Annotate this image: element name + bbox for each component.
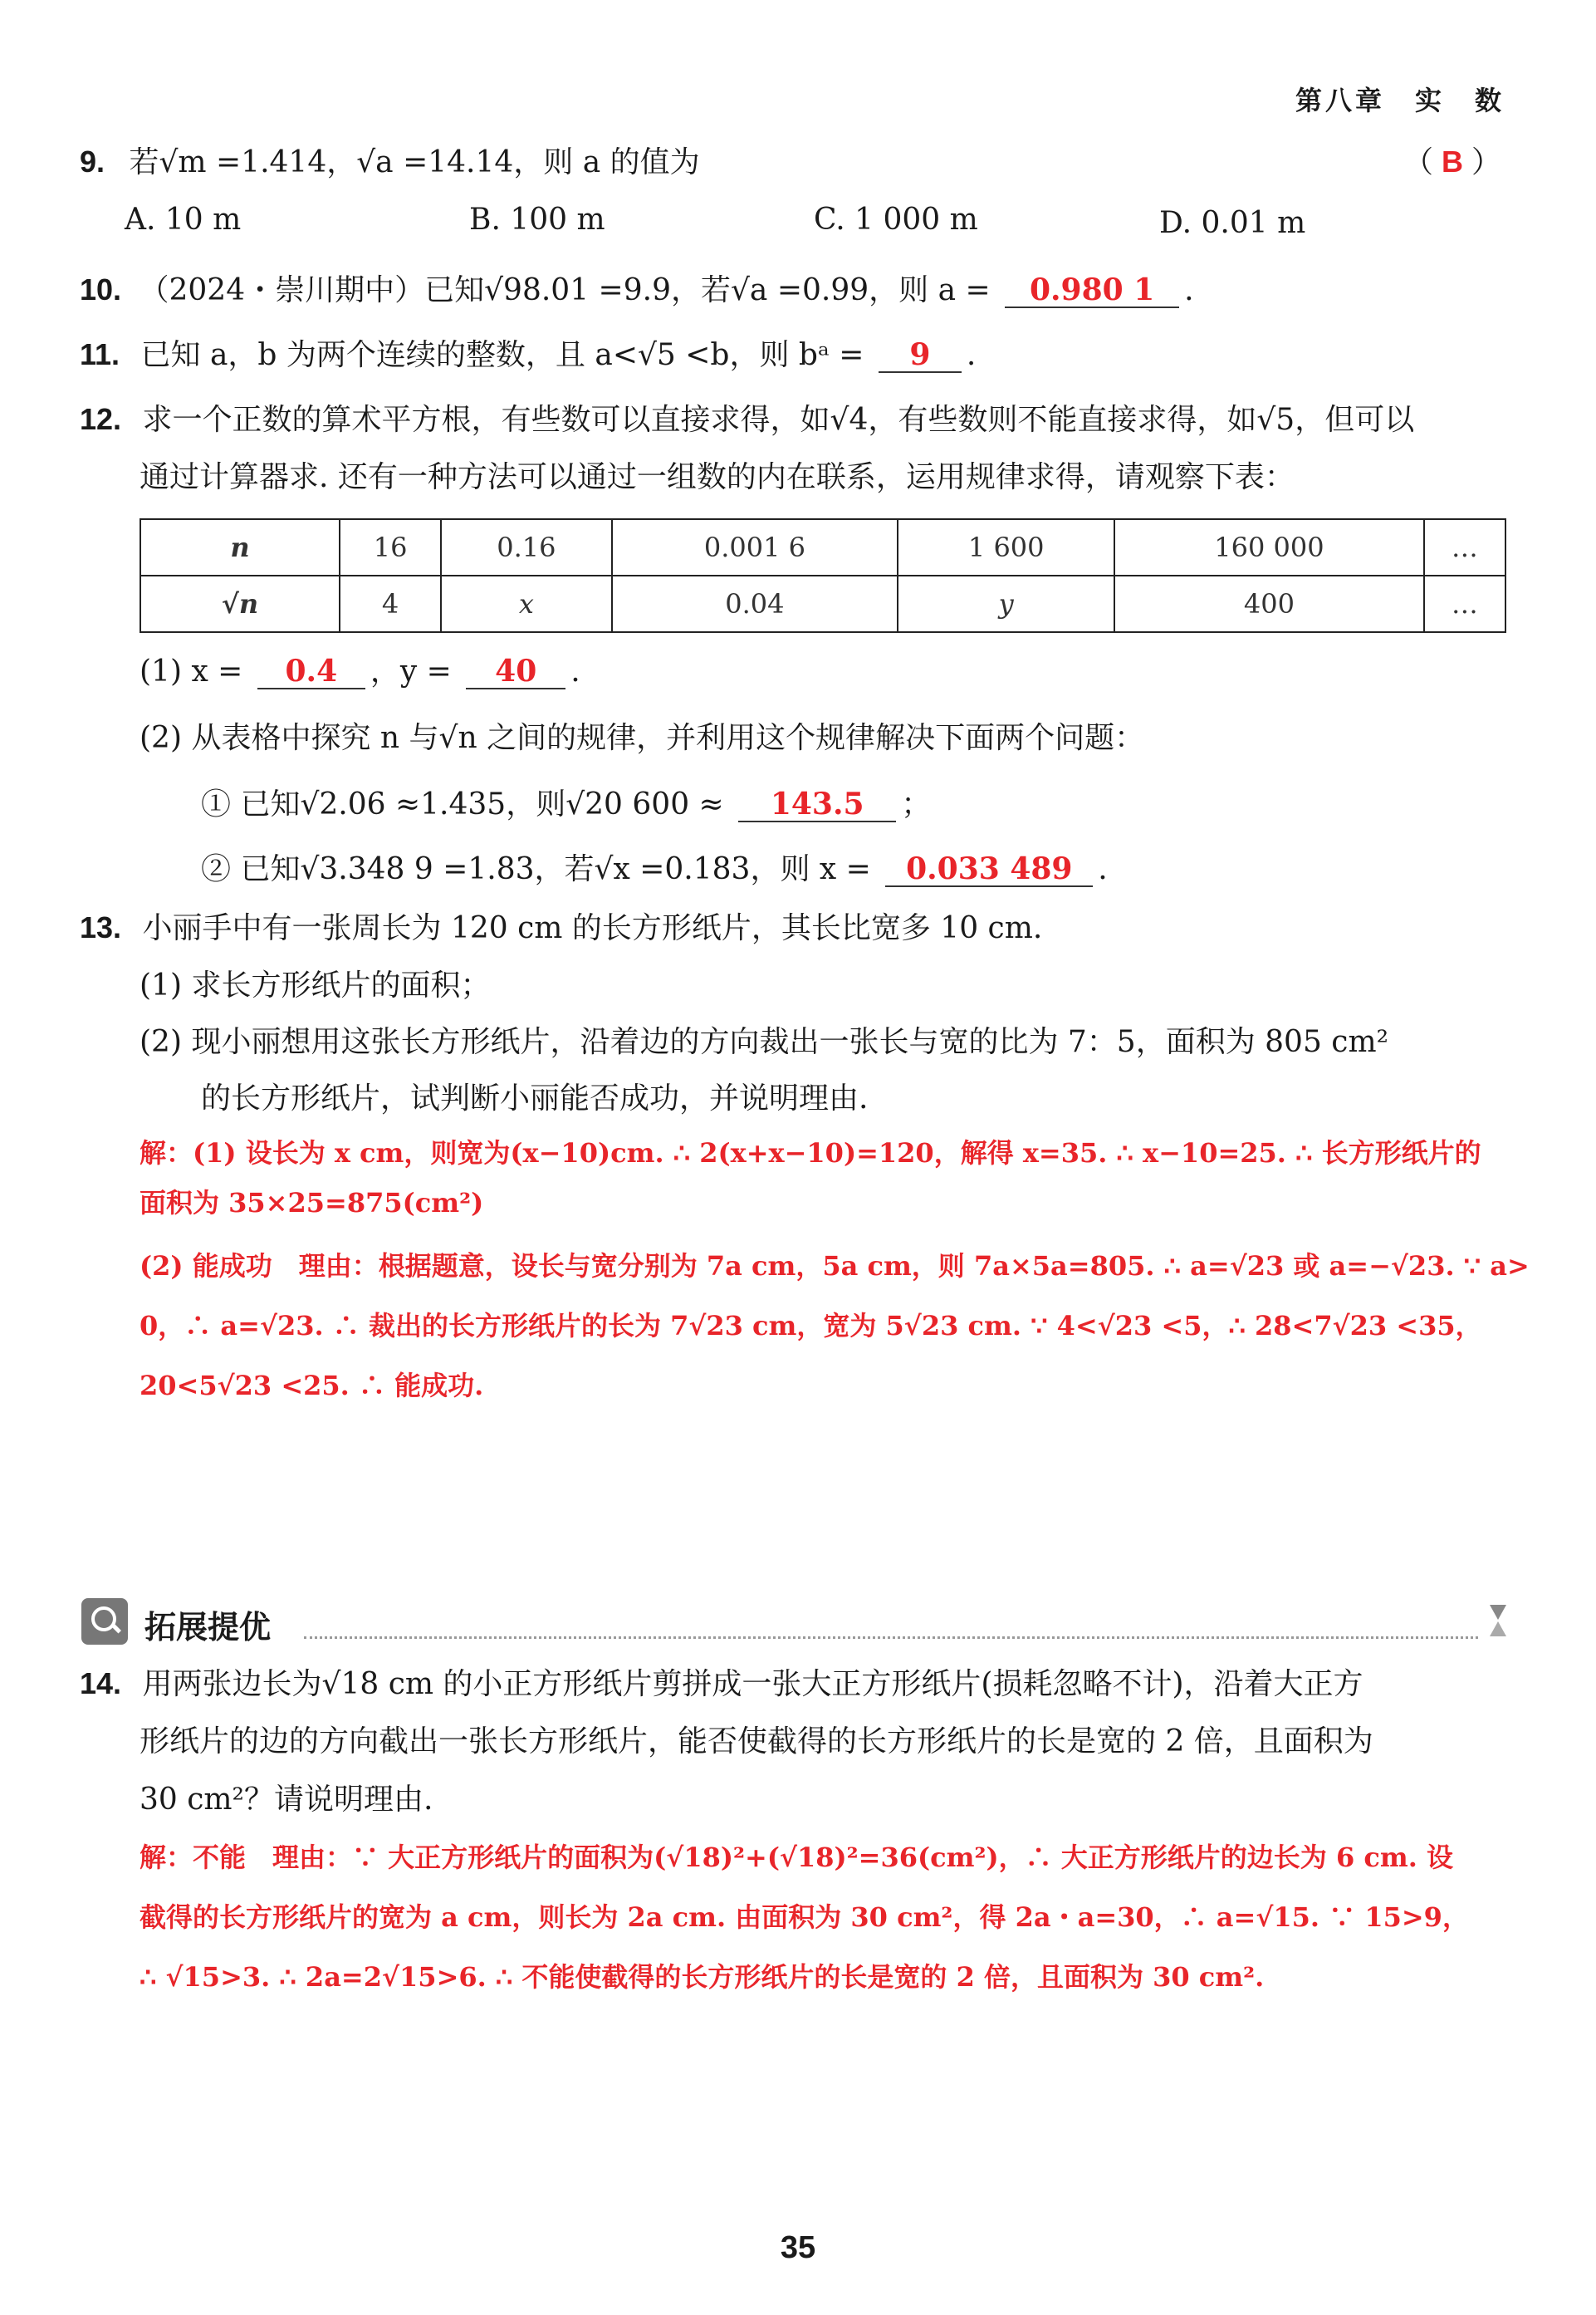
period: . — [1184, 273, 1194, 307]
page-number: 35 — [780, 2230, 816, 2265]
question-stem-line1: 求一个正数的算术平方根，有些数可以直接求得，如√4，有些数则不能直接求得，如√5，但可以 — [142, 403, 1415, 437]
table-cell: 4 — [340, 576, 441, 632]
q13-part2-line1: (2) 现小丽想用这张长方形纸片，沿着边的方向裁出一张长与宽的比为 7：5，面积为 805 cm² — [140, 1025, 1389, 1059]
period: . — [1098, 852, 1108, 886]
question-13 — [80, 909, 1042, 948]
table-cell: y — [898, 576, 1114, 632]
q12-part2a — [201, 786, 931, 824]
question-10 — [80, 271, 1194, 310]
table-cell: 0.04 — [612, 576, 898, 632]
solution-line: 20<5√23 <25. ∴ 能成功. — [140, 1370, 484, 1401]
solution-line: (2) 能成功 理由：根据题意，设长与宽分别为 7a cm，5a cm，则 7a×5a=805. ∴ a=√23 或 a=−√23. ∵ a> — [140, 1250, 1530, 1282]
answer-bracket — [1403, 143, 1501, 182]
question-number: 13. — [80, 910, 122, 944]
section-divider — [304, 1636, 1478, 1639]
question-14 — [80, 1665, 1363, 1704]
question-stem-line3: 30 cm²？请说明理由. — [140, 1783, 433, 1817]
chapter-header: 第八章 实 数 — [1295, 85, 1505, 116]
section-title: 拓展提优 — [144, 1609, 272, 1646]
table-cell: 400 — [1114, 576, 1423, 632]
question-stem: 若√m =1.414，√a =14.14，则 a 的值为 — [129, 145, 700, 179]
solution-line: ∴ √15>3. ∴ 2a=2√15>6. ∴ 不能使截得的长方形纸片的长是宽的 2 倍，且面积为 30 cm². — [140, 1961, 1265, 1993]
part-text: ，y = — [370, 655, 452, 689]
table-cell: √n — [140, 576, 340, 632]
solution-line: 截得的长方形纸片的宽为 a cm，则长为 2a cm. 由面积为 30 cm²，得 2a・a=30，∴ a=√15. ∵ 15>9， — [140, 1901, 1469, 1933]
table-cell: n — [140, 519, 340, 576]
table-cell: 0.001 6 — [612, 519, 898, 576]
option-a: A. 10 m — [125, 203, 242, 237]
question-stem: （2024・崇川期中）已知√98.01 =9.9，若√a =0.99，则 a = — [139, 273, 991, 307]
solution-line: 解：(1) 设长为 x cm，则宽为(x−10)cm. ∴ 2(x+x−10)=120，解得 x=35. ∴ x−10=25. ∴ 长方形纸片的 — [140, 1137, 1481, 1169]
question-number: 14. — [80, 1666, 122, 1700]
answer-blank-y: 40 — [466, 655, 565, 689]
option-d: D. 0.01 m — [1159, 206, 1306, 240]
punctuation: ； — [901, 787, 932, 822]
table-cell: … — [1424, 519, 1505, 576]
question-stem-line1: 用两张边长为√18 cm 的小正方形纸片剪拼成一张大正方形纸片(损耗忽略不计)，沿着大正方 — [142, 1667, 1363, 1701]
table-row — [140, 519, 1505, 576]
table-cell: 0.16 — [441, 519, 612, 576]
question-number: 11. — [80, 337, 120, 371]
part-label: (1) x = — [140, 655, 243, 689]
question-12 — [80, 400, 1414, 439]
question-number: 12. — [80, 402, 122, 436]
q13-part1: (1) 求长方形纸片的面积； — [140, 969, 491, 1003]
answer-blank: 143.5 — [738, 787, 896, 822]
q12-part2b — [201, 851, 1108, 889]
solution-line: 面积为 35×25=875(cm²) — [140, 1187, 484, 1219]
table-cell: 16 — [340, 519, 441, 576]
question-number: 9. — [80, 145, 105, 179]
section-header — [81, 1598, 1510, 1648]
question-stem-line2: 形纸片的边的方向截出一张长方形纸片，能否使截得的长方形纸片的长是宽的 2 倍，且面积为 — [140, 1724, 1373, 1758]
question-stem: 已知 a，b 为两个连续的整数，且 a<√5 <b，则 bᵃ = — [140, 338, 864, 372]
answer-choice: B — [1442, 145, 1464, 179]
part-text: ① 已知√2.06 ≈1.435，则√20 600 ≈ — [201, 787, 724, 822]
solution-line: 0，∴ a=√23. ∴ 裁出的长方形纸片的长为 7√23 cm，宽为 5√23 cm. ∵ 4<√23 <5，∴ 28<7√23 <35， — [140, 1310, 1482, 1341]
bow-decoration-icon — [1486, 1601, 1510, 1640]
q12-part1 — [140, 653, 580, 691]
part-text: ② 已知√3.348 9 =1.83，若√x =0.183，则 x = — [201, 852, 871, 886]
option-c: C. 1 000 m — [814, 203, 978, 237]
answer-blank: 9 — [879, 338, 962, 373]
option-b: B. 100 m — [469, 203, 605, 237]
table-cell: x — [441, 576, 612, 632]
answer-blank: 0.033 489 — [885, 852, 1093, 887]
table-row — [140, 576, 1505, 632]
period: . — [966, 338, 977, 372]
q13-part2-line2: 的长方形纸片，试判断小丽能否成功，并说明理由. — [201, 1081, 869, 1116]
q12-part2: (2) 从表格中探究 n 与√n 之间的规律，并利用这个规律解决下面两个问题： — [140, 721, 1145, 755]
paren-close: ） — [1471, 145, 1502, 179]
table-cell: 160 000 — [1114, 519, 1423, 576]
question-9 — [80, 143, 700, 182]
question-11 — [80, 336, 976, 375]
solution-line: 解：不能 理由：∵ 大正方形纸片的面积为(√18)²+(√18)²=36(cm²)，∴ 大正方形纸片的边长为 6 cm. 设 — [140, 1842, 1453, 1873]
question-number: 10. — [80, 272, 122, 307]
period: . — [570, 655, 580, 689]
question-stem: 小丽手中有一张周长为 120 cm 的长方形纸片，其长比宽多 10 cm. — [142, 911, 1043, 945]
paren-open: （ — [1403, 145, 1434, 179]
magnifier-icon — [81, 1598, 128, 1645]
answer-blank-x: 0.4 — [257, 655, 365, 689]
table-cell: … — [1424, 576, 1505, 632]
answer-blank: 0.980 1 — [1005, 273, 1179, 308]
question-stem-line2: 通过计算器求. 还有一种方法可以通过一组数的内在联系，运用规律求得，请观察下表： — [140, 460, 1295, 494]
sqrt-pattern-table — [140, 518, 1506, 633]
table-cell: 1 600 — [898, 519, 1114, 576]
